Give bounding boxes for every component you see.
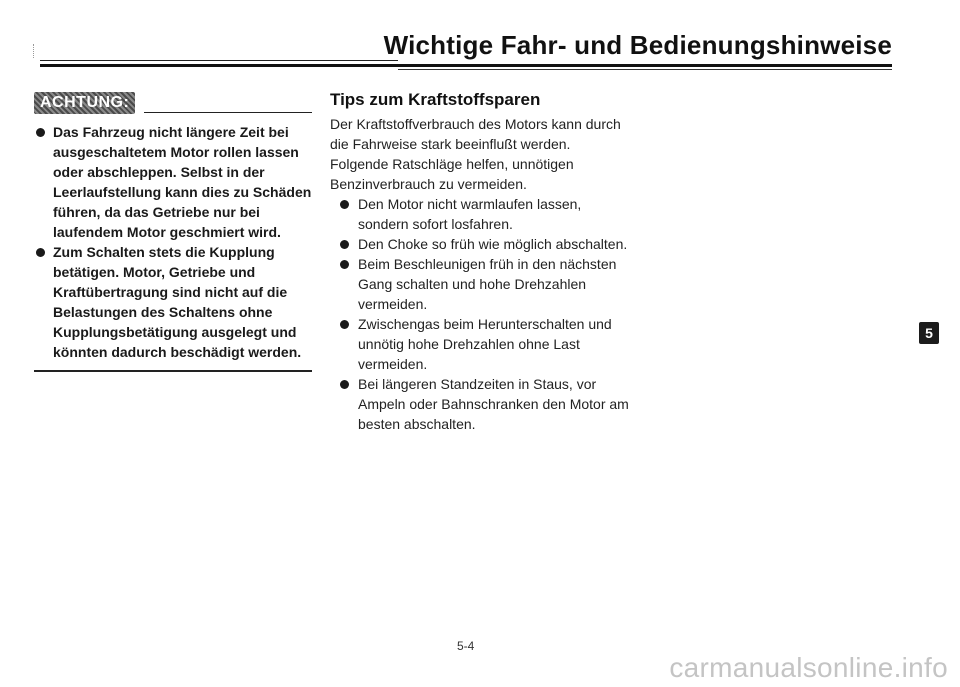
warning-list	[34, 122, 314, 362]
bullet-icon	[340, 260, 349, 269]
bullet-icon	[36, 128, 45, 137]
page-header	[0, 0, 960, 80]
page-title: Wichtige Fahr- und Bedienungshinweise	[383, 30, 892, 60]
tips-list	[330, 194, 630, 434]
tip-item-text: Den Choke so früh wie möglich abschalten.	[358, 236, 628, 252]
tip-item-text: Zwischengas beim Herunterschalten und unnötig hohe Drehzahlen ohne Last vermeiden.	[358, 316, 612, 372]
warning-box	[34, 92, 314, 372]
tip-item-text: Bei längeren Standzeiten in Staus, vor Ampeln oder Bahnschranken den Motor am besten abschalten.	[358, 376, 629, 432]
warning-item-text: Zum Schalten stets die Kupplung betätigen. Motor, Getriebe und Kraftübertragung sind nicht auf die Belastungen des Schaltens ohne Kupplungsbetätigung ausgelegt und könnten dadurch beschädigt werden.	[53, 244, 302, 360]
bullet-icon	[36, 248, 45, 257]
bullet-icon	[340, 200, 349, 209]
section-heading: Tips zum Kraftstoffsparen	[330, 90, 541, 109]
warning-item	[34, 242, 314, 362]
tip-item	[330, 254, 630, 314]
warning-item-text: Das Fahrzeug nicht längere Zeit bei ausgeschaltetem Motor rollen lassen oder abschleppen. Selbst in der Leerlaufstellung kann dies zu Schäden führen, da das Getriebe nur bei laufendem Motor geschmiert wird.	[53, 124, 312, 240]
warning-label-rule	[144, 112, 312, 113]
tip-item	[330, 374, 630, 434]
warning-item	[34, 122, 314, 242]
header-rule-lower	[398, 69, 892, 70]
warning-end-rule	[34, 370, 312, 372]
warning-label: ACHTUNG:	[34, 92, 135, 114]
bullet-icon	[340, 240, 349, 249]
page-number: 5-4	[457, 639, 475, 653]
bullet-icon	[340, 380, 349, 389]
tips-section	[330, 90, 630, 434]
tip-item-text: Beim Beschleunigen früh in den nächsten Gang schalten und hohe Drehzahlen vermeiden.	[358, 256, 617, 312]
margin-mark	[33, 44, 35, 58]
bullet-icon	[340, 320, 349, 329]
tip-item	[330, 234, 630, 254]
tip-item	[330, 194, 630, 234]
tip-item-text: Den Motor nicht warmlaufen lassen, sondern sofort losfahren.	[358, 196, 582, 232]
tip-item	[330, 314, 630, 374]
chapter-tab: 5	[919, 322, 939, 344]
header-rule-thin	[40, 60, 398, 61]
tips-intro: Der Kraftstoffverbrauch des Motors kann durch die Fahrweise stark beeinflußt werden. Folgende Ratschläge helfen, unnötigen Benzinverbrauch zu vermeiden.	[330, 116, 621, 192]
header-rule	[40, 64, 892, 67]
watermark: carmanualsonline.info	[669, 652, 948, 683]
